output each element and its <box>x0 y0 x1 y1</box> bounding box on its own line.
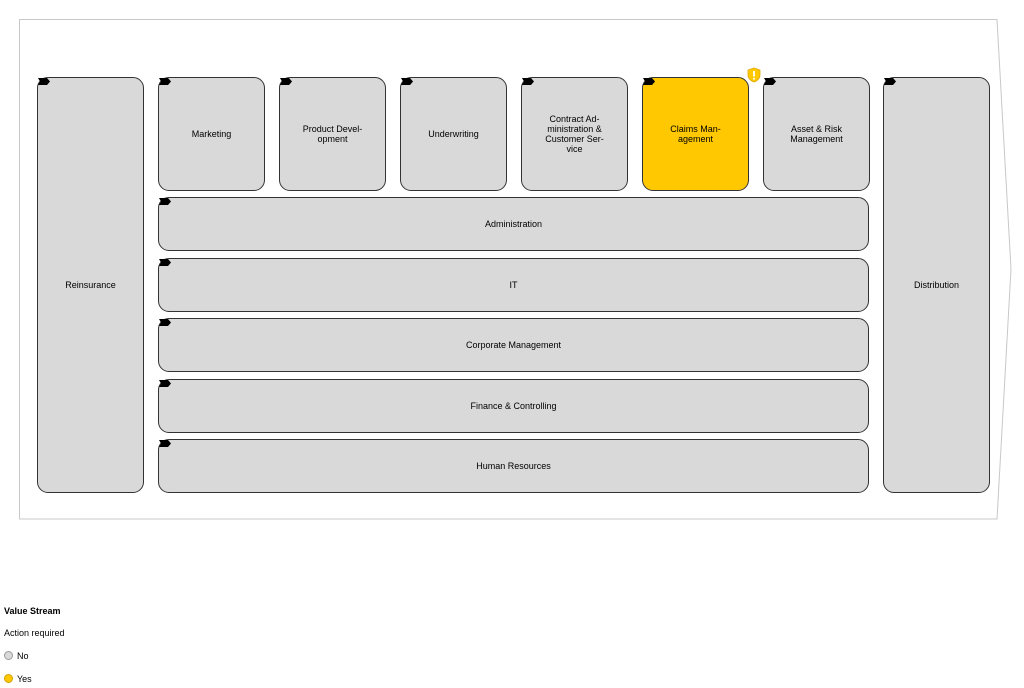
support-row-corporate-management[interactable] <box>158 318 869 372</box>
support-row-label: Corporate Management <box>465 340 562 350</box>
support-row-label: IT <box>509 280 518 290</box>
legend-label-no: No <box>17 651 29 661</box>
value-stream-marker-icon <box>159 380 171 387</box>
legend-swatch-no <box>4 651 13 660</box>
warning-icon <box>747 67 761 83</box>
legend-swatch-yes <box>4 674 13 683</box>
support-row-human-resources[interactable] <box>158 439 869 493</box>
distribution-label: Distribution <box>913 280 960 290</box>
value-stream-marker-icon <box>764 78 776 85</box>
process-label: Claims Man- agement <box>670 124 721 144</box>
support-row-label: Finance & Controlling <box>470 401 557 411</box>
support-row-it[interactable] <box>158 258 869 312</box>
value-stream-marker-icon <box>522 78 534 85</box>
value-stream-marker-icon <box>159 78 171 85</box>
value-stream-marker-icon <box>159 440 171 447</box>
process-box-product-devel-opment[interactable] <box>279 77 386 191</box>
process-box-underwriting[interactable] <box>400 77 507 191</box>
process-label: Product Devel- opment <box>302 124 363 144</box>
value-stream-marker-icon <box>159 198 171 205</box>
support-row-label: Human Resources <box>476 461 551 471</box>
process-box-contract-ad-ministration-customer-ser-vice[interactable] <box>521 77 628 191</box>
legend-item-yes <box>4 674 32 685</box>
legend-subtitle: Action required <box>4 628 65 638</box>
value-stream-marker-icon <box>280 78 292 85</box>
legend-label-yes: Yes <box>17 674 32 684</box>
process-box-marketing[interactable] <box>158 77 265 191</box>
value-stream-marker-icon <box>159 259 171 266</box>
support-row-finance-controlling[interactable] <box>158 379 869 433</box>
reinsurance-label: Reinsurance <box>65 280 116 290</box>
legend-item-no <box>4 651 29 662</box>
value-stream-marker-icon <box>643 78 655 85</box>
distribution-box[interactable] <box>883 77 990 493</box>
process-label: Underwriting <box>428 129 479 139</box>
process-label: Marketing <box>191 129 232 139</box>
value-stream-marker-icon <box>38 78 50 85</box>
process-label: Contract Ad- ministration & Customer Ser- vice <box>545 114 604 154</box>
value-stream-marker-icon <box>401 78 413 85</box>
support-row-administration[interactable] <box>158 197 869 251</box>
process-label: Asset & Risk Management <box>790 124 843 144</box>
value-stream-frame <box>19 19 1019 520</box>
value-stream-marker-icon <box>159 319 171 326</box>
reinsurance-box[interactable] <box>37 77 144 493</box>
value-stream-marker-icon <box>884 78 896 85</box>
support-row-label: Administration <box>484 219 543 229</box>
legend-title: Value Stream <box>4 606 61 616</box>
process-box-asset-risk-management[interactable] <box>763 77 870 191</box>
process-box-claims-man-agement[interactable] <box>642 77 749 191</box>
